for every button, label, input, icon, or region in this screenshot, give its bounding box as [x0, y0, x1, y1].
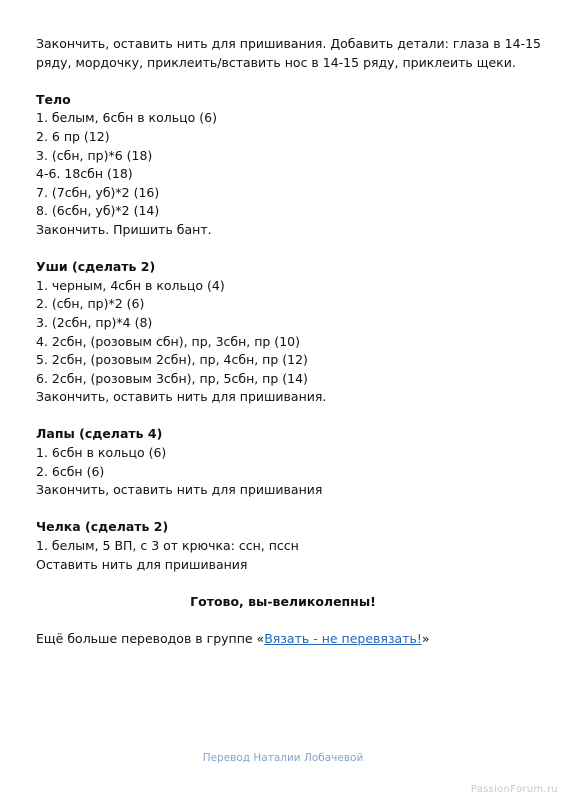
- pattern-section: [36, 91, 536, 240]
- pattern-row: 4. 2сбн, (розовым сбн), пр, 3сбн, пр (10): [36, 333, 300, 349]
- intro-paragraph: [36, 35, 541, 72]
- pattern-row: 2. (сбн, пр)*2 (6): [36, 296, 145, 312]
- pattern-row: Оставить нить для пришивания: [36, 556, 248, 572]
- pattern-section: [36, 518, 536, 574]
- more-prefix: Ещё больше переводов в группе «: [36, 631, 265, 646]
- section-heading: Уши (сделать 2): [36, 259, 156, 275]
- pattern-row: 4-6. 18сбн (18): [36, 166, 133, 182]
- pattern-row: 2. 6 пр (12): [36, 128, 110, 144]
- pattern-row: 1. 6сбн в кольцо (6): [36, 445, 167, 461]
- section-heading: Лапы (сделать 4): [36, 426, 163, 442]
- closing-text: Готово, вы-великолепны!: [190, 593, 376, 609]
- intro-line-1: Закончить, оставить нить для пришивания. Добавить детали: глаза в 14-15: [36, 36, 541, 51]
- pattern-row: 1. белым, 5 ВП, с 3 от крючка: ссн, пссн: [36, 538, 299, 554]
- intro-line-2: ряду, мордочку, приклеить/вставить нос в 14-15 ряду, приклеить щеки.: [36, 54, 516, 70]
- pattern-row: 8. (6сбн, уб)*2 (14): [36, 203, 160, 219]
- pattern-row: 3. (2сбн, пр)*4 (8): [36, 314, 153, 330]
- more-suffix: »: [421, 631, 430, 646]
- pattern-row: Закончить, оставить нить для пришивания: [36, 482, 323, 498]
- section-heading: Челка (сделать 2): [36, 519, 169, 535]
- pattern-row: 7. (7сбн, уб)*2 (16): [36, 184, 160, 200]
- pattern-row: 2. 6сбн (6): [36, 463, 105, 479]
- pattern-row: Закончить. Пришить бант.: [36, 221, 212, 237]
- translator-credit: Перевод Наталии Лобачевой: [202, 752, 364, 764]
- pattern-row: 1. черным, 4сбн в кольцо (4): [36, 277, 225, 293]
- pattern-row: 5. 2сбн, (розовым 2сбн), пр, 4сбн, пр (12): [36, 352, 308, 368]
- pattern-sections: [36, 91, 536, 574]
- pattern-section: [36, 258, 536, 407]
- pattern-section: [36, 425, 536, 499]
- more-translations-line: [36, 630, 536, 649]
- group-link[interactable]: Вязать - не перевязать!: [264, 631, 422, 646]
- closing-block: [36, 593, 536, 612]
- section-heading: Тело: [36, 91, 71, 107]
- pattern-row: Закончить, оставить нить для пришивания.: [36, 389, 327, 405]
- pattern-row: 1. белым, 6сбн в кольцо (6): [36, 110, 217, 126]
- pattern-row: 3. (сбн, пр)*6 (18): [36, 147, 153, 163]
- site-watermark: PassionForum.ru: [470, 784, 558, 795]
- document-body: [36, 35, 541, 649]
- pattern-row: 6. 2сбн, (розовым 3сбн), пр, 5сбн, пр (14): [36, 370, 308, 386]
